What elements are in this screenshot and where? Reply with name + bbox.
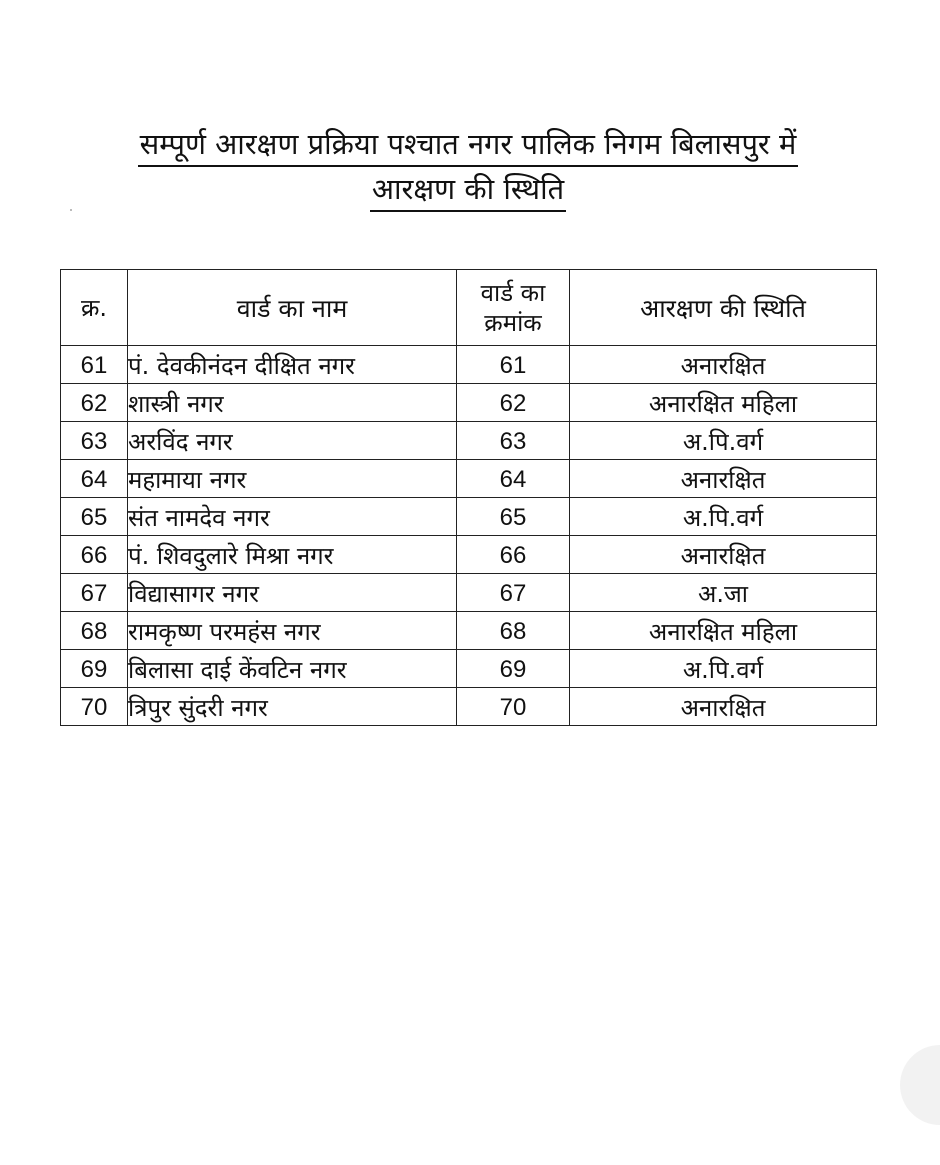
serial-cell: 68 [61, 612, 128, 650]
ward-name-cell: त्रिपुर सुंदरी नगर [128, 688, 457, 726]
status-cell: अनारक्षित महिला [570, 612, 877, 650]
header-status: आरक्षण की स्थिति [570, 270, 877, 346]
status-cell: अ.पि.वर्ग [570, 422, 877, 460]
ward-name-cell: संत नामदेव नगर [128, 498, 457, 536]
table-row [61, 498, 877, 536]
ward-number-cell: 65 [457, 498, 570, 536]
ward-name-cell: अरविंद नगर [128, 422, 457, 460]
ward-number-cell: 64 [457, 460, 570, 498]
table-row [61, 688, 877, 726]
serial-cell: 65 [61, 498, 128, 536]
ward-number-cell: 69 [457, 650, 570, 688]
status-cell: अनारक्षित [570, 536, 877, 574]
ward-name-cell: रामकृष्ण परमहंस नगर [128, 612, 457, 650]
serial-cell: 61 [61, 346, 128, 384]
ward-name-cell: शास्त्री नगर [128, 384, 457, 422]
status-cell: अ.पि.वर्ग [570, 650, 877, 688]
status-cell: अनारक्षित [570, 346, 877, 384]
serial-cell: 66 [61, 536, 128, 574]
table-row [61, 460, 877, 498]
ward-name-cell: पं. देवकीनंदन दीक्षित नगर [128, 346, 457, 384]
status-cell: अनारक्षित महिला [570, 384, 877, 422]
table-row [61, 612, 877, 650]
table-body [61, 346, 877, 726]
ward-number-cell: 66 [457, 536, 570, 574]
serial-cell: 67 [61, 574, 128, 612]
header-ward-number: वार्ड का क्रमांक [457, 270, 570, 346]
header-serial: क्र. [61, 270, 128, 346]
table-header-row [61, 270, 877, 346]
table-row [61, 384, 877, 422]
serial-cell: 64 [61, 460, 128, 498]
ward-name-cell: बिलासा दाई केंवटिन नगर [128, 650, 457, 688]
serial-cell: 63 [61, 422, 128, 460]
ward-number-cell: 61 [457, 346, 570, 384]
ward-reservation-table [60, 269, 877, 726]
ward-number-cell: 70 [457, 688, 570, 726]
status-cell: अ.जा [570, 574, 877, 612]
header-ward-name: वार्ड का नाम [128, 270, 457, 346]
ward-number-cell: 63 [457, 422, 570, 460]
title-line-2: आरक्षण की स्थिति [370, 169, 566, 212]
table-row [61, 574, 877, 612]
serial-cell: 70 [61, 688, 128, 726]
page-corner-shadow [900, 1045, 940, 1125]
status-cell: अनारक्षित [570, 688, 877, 726]
table-row [61, 346, 877, 384]
serial-cell: 69 [61, 650, 128, 688]
scan-speck [70, 209, 72, 211]
status-cell: अनारक्षित [570, 460, 877, 498]
table-row [61, 422, 877, 460]
table-row [61, 536, 877, 574]
ward-number-cell: 68 [457, 612, 570, 650]
status-cell: अ.पि.वर्ग [570, 498, 877, 536]
serial-cell: 62 [61, 384, 128, 422]
ward-name-cell: विद्यासागर नगर [128, 574, 457, 612]
ward-name-cell: पं. शिवदुलारे मिश्रा नगर [128, 536, 457, 574]
ward-name-cell: महामाया नगर [128, 460, 457, 498]
title-line-1: सम्पूर्ण आरक्षण प्रक्रिया पश्चात नगर पालिक निगम बिलासपुर में [138, 124, 799, 167]
table-row [61, 650, 877, 688]
ward-number-cell: 62 [457, 384, 570, 422]
document-title [60, 124, 876, 212]
ward-number-cell: 67 [457, 574, 570, 612]
